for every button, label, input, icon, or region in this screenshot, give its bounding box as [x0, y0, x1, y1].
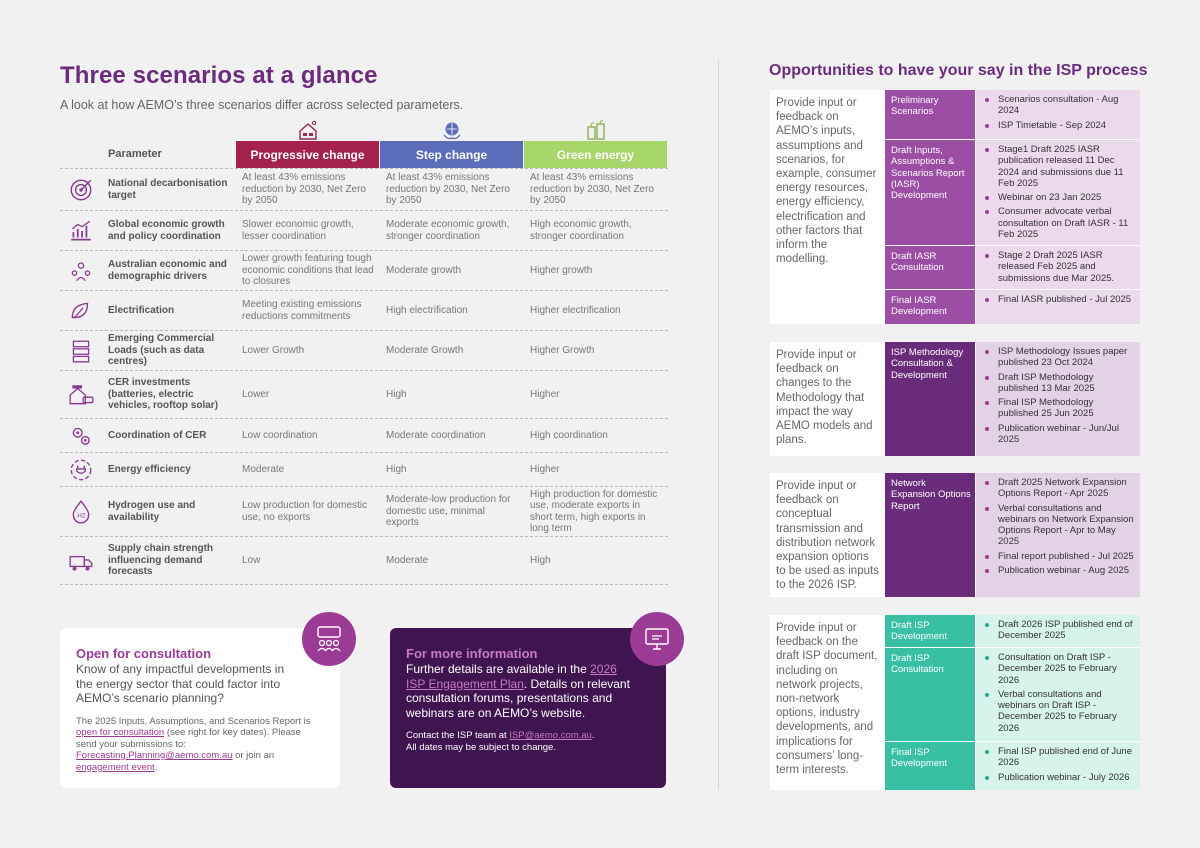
param-cell — [60, 296, 236, 326]
value-cell: Low production for domestic use, no exports — [242, 500, 368, 523]
table-bottom-border — [60, 584, 668, 585]
param-label: National decarbonisation target — [108, 178, 228, 201]
opportunity-block-methodology — [770, 342, 1140, 456]
param-label: Supply chain strength influencing demand forecasts — [108, 543, 214, 578]
stage-item: ISP Methodology Issues paper published 23 Oct 2024 — [998, 346, 1134, 369]
more-text-5: All dates may be subject to change. — [406, 741, 556, 753]
value-cell: Moderate — [386, 554, 429, 566]
block-description: Provide input or feedback on changes to the Methodology that impact the way AEMO models and plans. — [776, 349, 873, 447]
more-information-details — [406, 730, 650, 753]
people-gear-icon — [68, 258, 94, 284]
param-cell — [60, 256, 236, 286]
value-cell: At least 43% emissions reduction by 2030, Net Zero by 2050 — [530, 172, 654, 207]
green-buildings-icon — [585, 120, 607, 142]
stage-item: Stage1 Draft 2025 IASR publication released 11 Dec 2024 and submissions due 11 Feb 2025 — [998, 144, 1134, 189]
value-cell: Moderate coordination — [386, 429, 486, 441]
stage-item: Draft 2026 ISP published end of December 2025 — [998, 619, 1133, 642]
value-cell: High — [386, 463, 407, 475]
value-cell: Moderate economic growth, stronger coordination — [386, 219, 510, 242]
stage-items — [975, 615, 1140, 647]
param-icon-wrap — [60, 455, 102, 485]
stage-items — [975, 246, 1140, 289]
block-description: Provide input or feedback on conceptual transmission and distribution network expansion options to be used as inputs to the 2026 ISP. — [776, 480, 879, 592]
table-row — [60, 210, 668, 250]
more-text-1: Further details are available in the — [406, 662, 587, 676]
truck-icon — [68, 548, 94, 574]
table-row — [60, 536, 668, 584]
stage-item: Draft ISP Methodology published 13 Mar 2025 — [998, 372, 1134, 395]
column-label-progressive: Progressive change — [236, 141, 379, 168]
value-cell: Lower Growth — [242, 344, 305, 356]
column-label-step: Step change — [380, 141, 523, 168]
stage-name: Draft IASR Consultation — [885, 246, 975, 289]
stage-items — [975, 742, 1140, 790]
value-cell: Lower growth featuring tough economic conditions that lead to closures — [242, 253, 374, 288]
house-car-icon — [68, 382, 94, 408]
hydrogen-icon — [68, 499, 94, 525]
stage-name: Draft ISP Consultation — [885, 648, 975, 741]
stage-items — [975, 90, 1140, 139]
stage-item: ISP Timetable - Sep 2024 — [998, 120, 1134, 131]
open-consultation-title: Open for consultation — [76, 646, 212, 661]
param-icon-wrap — [60, 256, 102, 286]
value-cell: Moderate — [242, 463, 285, 475]
stage-item: Stage 2 Draft 2025 IASR released Feb 2025 and submissions due Mar 2025. — [998, 250, 1134, 284]
stage-item: Verbal consultations and webinars on Draft ISP - December 2025 to February 2026 — [998, 689, 1134, 734]
param-cell — [60, 497, 236, 527]
stage-name: Final ISP Development — [885, 742, 975, 790]
block-description: Provide input or feedback on AEMO’s inputs, assumptions and scenarios, for example, consumer energy resources, energy efficiency, electrification and other factors that inform the modelling. — [776, 97, 877, 266]
param-cell — [60, 333, 236, 368]
value-cell: Higher electrification — [530, 304, 621, 316]
stage-list — [885, 473, 1140, 597]
stage-list — [885, 342, 1140, 456]
stage-draft-isp-development — [885, 615, 1140, 648]
stage-list — [885, 90, 1140, 324]
globe-hands-icon — [441, 120, 463, 142]
param-label: Coordination of CER — [108, 429, 207, 441]
param-icon-wrap — [60, 336, 102, 366]
param-label: Hydrogen use and availability — [108, 500, 196, 523]
page-subtitle: A look at how AEMO’s three scenarios differ across selected parameters. — [60, 98, 464, 112]
param-label: Electrification — [108, 304, 175, 316]
stage-network-expansion — [885, 473, 1140, 597]
stage-items — [975, 140, 1140, 245]
value-cell: Meeting existing emissions reductions commitments — [242, 299, 362, 322]
opportunity-block-network — [770, 473, 1140, 597]
open-text-4: . — [154, 761, 158, 773]
table-row — [60, 168, 668, 210]
opportunity-block-iasr — [770, 90, 1140, 324]
value-cell: Higher growth — [530, 264, 593, 276]
stage-item: Final IASR published - Jul 2025 — [998, 294, 1134, 305]
param-cell — [60, 543, 236, 578]
table-header — [60, 120, 668, 168]
isp-email-link[interactable]: ISP@aemo.com.au — [509, 730, 592, 741]
table-row — [60, 418, 668, 452]
stage-item: Consultation on Draft ISP - December 2025 to February 2026 — [998, 652, 1134, 686]
opportunity-block-draft-isp — [770, 615, 1140, 790]
param-icon-wrap — [60, 497, 102, 527]
stage-item: Webinar on 23 Jan 2025 — [998, 192, 1134, 203]
vertical-divider — [718, 60, 719, 790]
value-cell: Slower economic growth, lesser coordination — [242, 219, 354, 242]
stage-items — [975, 473, 1140, 597]
stage-item: Draft 2025 Network Expansion Options Report - Apr 2025 — [998, 477, 1134, 500]
stage-item: Consumer advocate verbal consultation on Draft IASR - 11 Feb 2025 — [998, 206, 1134, 240]
table-row — [60, 290, 668, 330]
value-cell: High — [386, 388, 407, 400]
stage-draft-isp-consultation — [885, 648, 1140, 742]
leaf-plug-icon — [68, 298, 94, 324]
open-consultation-lead: Know of any impactful developments in the energy sector that could factor into AEMO’s scenario planning? — [76, 662, 285, 705]
right-title: Opportunities to have your say in the ISP process — [769, 62, 1148, 79]
stage-item: Verbal consultations and webinars on Network Expansion Options Report - Apr to May 2025 — [998, 502, 1134, 548]
stage-name: Draft Inputs, Assumptions & Scenarios Report (IASR) Development — [885, 140, 975, 245]
open-text-1: The 2025 Inputs, Assumptions, and Scenarios Report is — [76, 715, 311, 727]
gears-icon — [68, 423, 94, 449]
param-label: Emerging Commercial Loads (such as data centres) — [108, 333, 215, 368]
param-cell — [60, 455, 236, 485]
open-for-consultation-link[interactable]: open for consultation — [76, 727, 165, 738]
target-icon — [68, 177, 94, 203]
stage-final-isp-development — [885, 742, 1140, 790]
growth-chart-icon — [68, 218, 94, 244]
table-row — [60, 370, 668, 418]
value-cell: High electrification — [386, 304, 468, 316]
page-title: Three scenarios at a glance — [60, 62, 378, 89]
block-description: Provide input or feedback on the draft ISP document, including on network projects, non-network options, industry developments, and implications for consumers’ long-term interests. — [776, 622, 878, 777]
server-icon — [68, 338, 94, 364]
stage-name: Final IASR Development — [885, 290, 975, 324]
more-text-3: Contact the ISP team at — [406, 730, 507, 741]
stage-item: Final ISP published end of June 2026 — [998, 746, 1134, 769]
open-text-2: (see right for key dates). Please send your submissions to: — [76, 727, 301, 750]
param-header: Parameter — [108, 148, 162, 160]
stage-item: Publication webinar - Jun/Jul 2025 — [998, 423, 1134, 446]
param-cell — [60, 421, 236, 451]
more-text-2: . Details on relevant consultation forums, presentations and webinars are on AEMO’s website. — [406, 676, 630, 720]
value-cell: Higher — [530, 463, 560, 475]
value-cell: Moderate-low production for domestic use, minimal exports — [386, 494, 511, 529]
svg-text:H2: H2 — [77, 511, 86, 519]
table-row — [60, 330, 668, 370]
value-cell: Higher Growth — [530, 344, 595, 356]
open-consultation-box — [60, 628, 340, 788]
computer-icon — [630, 612, 684, 666]
param-icon-wrap — [60, 296, 102, 326]
stage-item: Final ISP Methodology published 25 Jun 2025 — [998, 397, 1134, 420]
stage-item: Final report published - Jul 2025 — [998, 550, 1134, 562]
consultation-people-icon — [302, 612, 356, 666]
value-cell: High coordination — [530, 429, 608, 441]
stage-draft-iasr-development — [885, 140, 1140, 246]
value-cell: High economic growth, stronger coordination — [530, 219, 632, 242]
param-icon-wrap — [60, 175, 102, 205]
open-text-3: or join an — [235, 750, 275, 761]
open-consultation-details — [76, 716, 324, 774]
engagement-plan-link[interactable]: 2026 ISP Engagement Plan — [406, 662, 617, 691]
column-label-green: Green energy — [524, 141, 667, 168]
stage-name: Draft ISP Development — [885, 615, 975, 647]
param-cell — [60, 216, 236, 246]
value-cell: Moderate Growth — [386, 344, 464, 356]
stage-preliminary-scenarios — [885, 90, 1140, 140]
value-cell: High production for domestic use, moderate exports in short term, high exports in long term — [530, 488, 658, 534]
stage-draft-iasr-consultation — [885, 246, 1140, 290]
value-cell: Moderate growth — [386, 264, 462, 276]
param-label: Australian economic and demographic drivers — [108, 259, 227, 282]
value-cell: Low — [242, 554, 261, 566]
stage-final-iasr-development — [885, 290, 1140, 324]
param-label: CER investments (batteries, electric vehicles, rooftop solar) — [108, 377, 219, 412]
param-icon-wrap — [60, 546, 102, 576]
column-header-green — [524, 120, 667, 168]
value-cell: Lower — [242, 388, 270, 400]
value-cell: At least 43% emissions reduction by 2030, Net Zero by 2050 — [386, 172, 510, 207]
stage-name: Preliminary Scenarios — [885, 90, 975, 139]
stage-items — [975, 648, 1140, 741]
stage-item: Publication webinar - Aug 2025 — [998, 565, 1134, 576]
value-cell: Higher — [530, 388, 560, 400]
table-row — [60, 486, 668, 536]
param-icon-wrap — [60, 216, 102, 246]
value-cell: High — [530, 554, 551, 566]
column-header-progressive — [236, 120, 379, 168]
more-information-box — [390, 628, 666, 788]
stage-isp-methodology — [885, 342, 1140, 456]
param-label: Global economic growth and policy coordination — [108, 219, 225, 242]
value-cell: Low coordination — [242, 429, 318, 441]
param-cell — [60, 377, 236, 412]
param-icon-wrap — [60, 380, 102, 410]
param-icon-wrap — [60, 421, 102, 451]
value-cell: At least 43% emissions reduction by 2030, Net Zero by 2050 — [242, 172, 366, 207]
table-row — [60, 452, 668, 486]
scenario-table — [60, 120, 668, 585]
stage-list — [885, 615, 1140, 790]
efficiency-plug-icon — [68, 457, 94, 483]
engagement-event-link[interactable]: engagement event — [76, 761, 155, 773]
more-text-4: . — [591, 730, 595, 741]
column-header-step — [380, 120, 523, 168]
house-solar-icon — [297, 120, 319, 142]
more-information-lead — [406, 662, 636, 720]
left-header — [60, 62, 670, 112]
param-cell — [60, 175, 236, 205]
stage-item: Scenarios consultation - Aug 2024 — [998, 94, 1134, 117]
stage-item: Publication webinar - July 2026 — [998, 772, 1134, 783]
stage-name: ISP Methodology Consultation & Development — [885, 342, 975, 456]
stage-name: Network Expansion Options Report — [885, 473, 975, 597]
more-information-title: For more information — [406, 646, 538, 661]
table-row — [60, 250, 668, 290]
stage-items — [975, 342, 1140, 456]
stage-items — [975, 290, 1140, 324]
param-label: Energy efficiency — [108, 463, 191, 475]
forecasting-email-link[interactable]: Forecasting.Planning@aemo.com.au — [76, 750, 233, 761]
